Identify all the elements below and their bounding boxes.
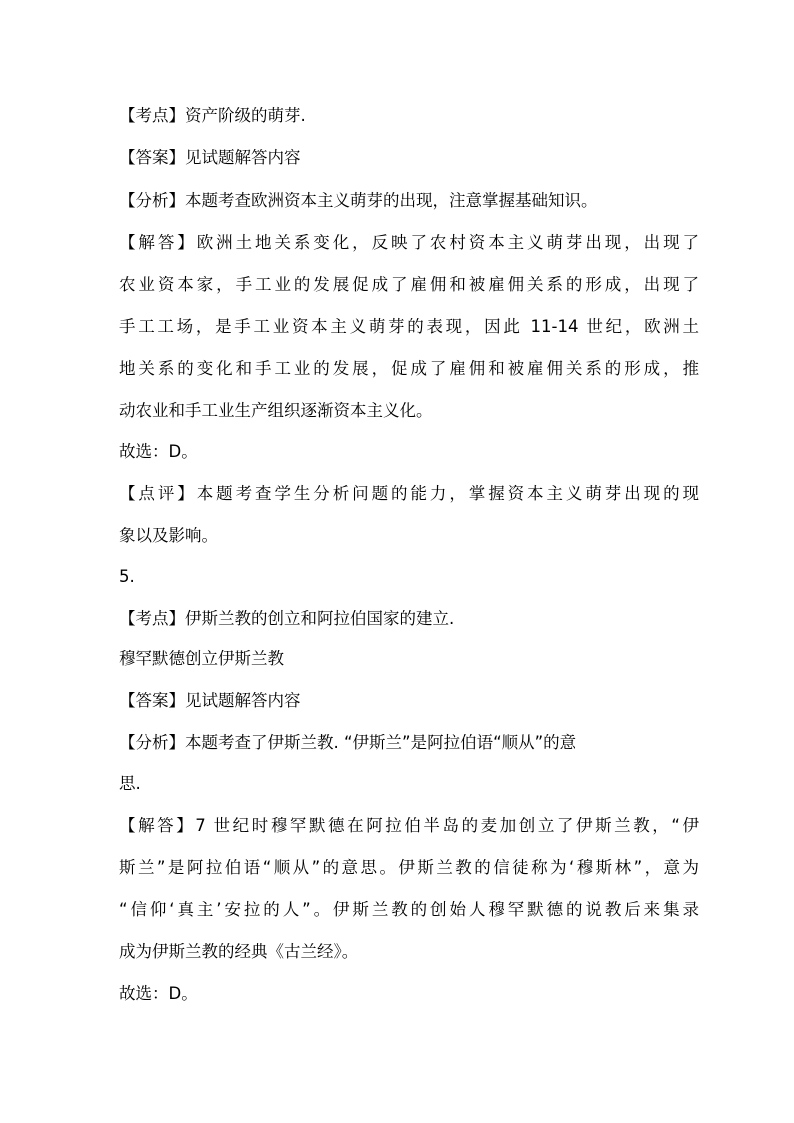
analysis-line-2a: 【分析】本题考查了伊斯兰教. “伊斯兰”是阿拉伯语“顺从”的意	[119, 733, 577, 752]
solution-line-3: 手工工场，是手工业资本主义萌芽的表现，因此 11-14 世纪，欧洲土	[119, 317, 699, 336]
choice-line: 故选：D。	[119, 442, 198, 461]
answer-line-2: 【答案】见试题解答内容	[119, 691, 301, 710]
analysis-line-2b: 思.	[119, 774, 141, 793]
solution-line-2-1: 【解答】7 世纪时穆罕默德在阿拉伯半岛的麦加创立了伊斯兰教，“伊	[119, 816, 699, 835]
solution-line-2-3: “信仰‘真主’安拉的人”。伊斯兰教的创始人穆罕默德的说教后来集录	[119, 900, 699, 919]
question-number: 5.	[119, 567, 135, 586]
analysis-line: 【分析】本题考查欧洲资本主义萌芽的出现，注意掌握基础知识。	[119, 191, 598, 210]
solution-line-4: 地关系的变化和手工业的发展，促成了雇佣和被雇佣关系的形成，推	[119, 359, 699, 378]
kaodian-line: 【考点】资产阶级的萌芽.	[119, 106, 306, 125]
comment-line-1: 【点评】本题考查学生分析问题的能力，掌握资本主义萌芽出现的现	[119, 484, 699, 503]
solution-line-2: 农业资本家，手工业的发展促成了雇佣和被雇佣关系的形成，出现了	[119, 275, 699, 294]
solution-line-2-2: 斯兰”是阿拉伯语“顺从”的意思。伊斯兰教的信徒称为‘穆斯林”，意为	[119, 858, 699, 877]
solution-line-1: 【解答】欧洲土地关系变化，反映了农村资本主义萌芽出现，出现了	[119, 233, 699, 252]
solution-line-2-4: 成为伊斯兰教的经典《古兰经》。	[119, 942, 359, 961]
comment-line-2: 象以及影响。	[119, 526, 218, 545]
solution-line-5: 动农业和手工业生产组织逐渐资本主义化。	[119, 401, 433, 420]
answer-line: 【答案】见试题解答内容	[119, 148, 301, 167]
choice-line-2: 故选：D。	[119, 984, 198, 1003]
kaodian-line-2: 【考点】伊斯兰教的创立和阿拉伯国家的建立.	[119, 609, 455, 628]
subtopic-line: 穆罕默德创立伊斯兰教	[119, 649, 284, 668]
